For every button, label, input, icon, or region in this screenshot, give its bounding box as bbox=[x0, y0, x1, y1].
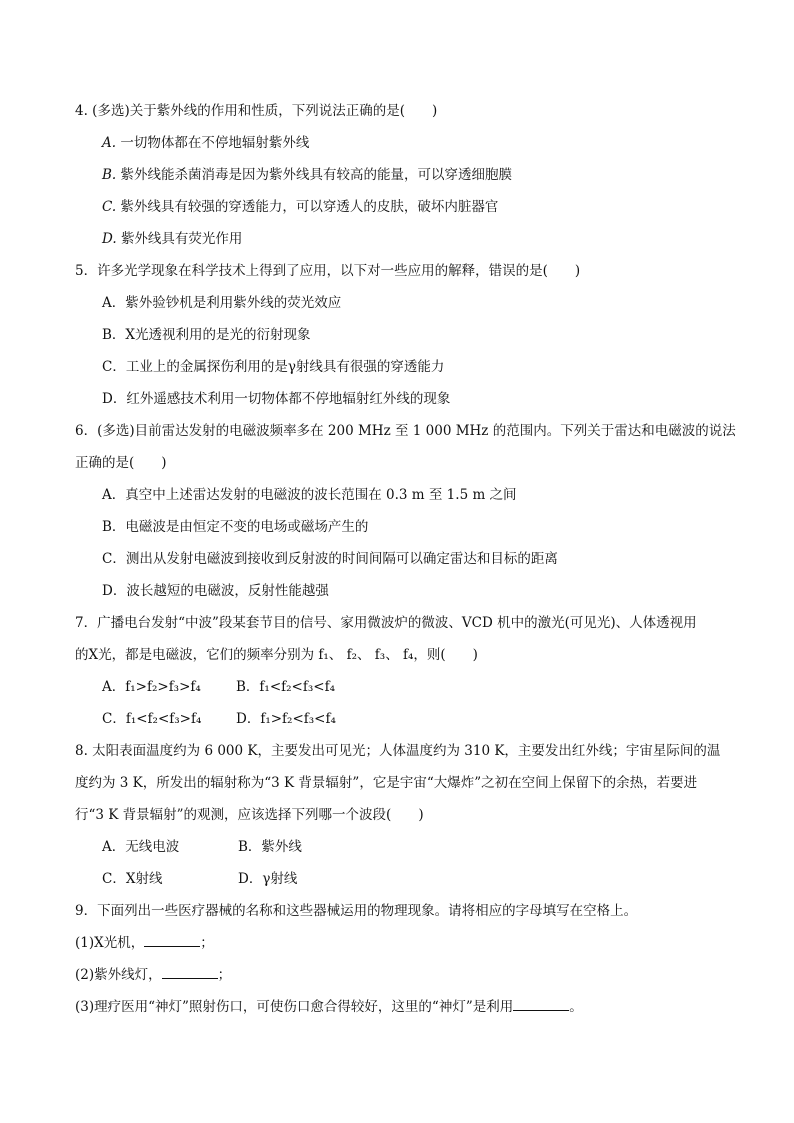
item-prefix: (3)理疗医用“神灯”照射伤口，可使伤口愈合得较好，这里的“神灯”是利用 bbox=[75, 999, 514, 1015]
answer-blank[interactable] bbox=[513, 998, 569, 1011]
question-8-stem-line-1: 8. 太阳表面温度约为 6 000 K，主要发出可见光；人体温度约为 310 K，主要发出红外线；宇宙星际间的温 bbox=[75, 743, 721, 759]
question-5-option-b: B．X光透视利用的是光的衍射现象 bbox=[102, 327, 311, 343]
question-4-stem: 4. (多选)关于紫外线的作用和性质，下列说法正确的是( ) bbox=[75, 103, 438, 119]
question-9-item-1 bbox=[75, 934, 214, 952]
question-7-stem-line-1: 7．广播电台发射“中波”段某套节目的信号、家用微波炉的微波、VCD 机中的激光(可见光)、人体透视用 bbox=[75, 615, 697, 631]
question-8-option-a: A．无线电波 bbox=[102, 839, 180, 855]
question-7-option-a: A．f₁>f₂>f₃>f₄ bbox=[102, 679, 201, 695]
question-4-option-b bbox=[102, 166, 512, 184]
item-suffix: ； bbox=[217, 967, 232, 983]
option-text: 紫外线具有荧光作用 bbox=[120, 231, 243, 247]
question-6-option-c: C．测出从发射电磁波到接收到反射波的时间间隔可以确定雷达和目标的距离 bbox=[102, 551, 558, 567]
question-7-stem-line-2: 的X光，都是电磁波，它们的频率分别为 f₁、 f₂、 f₃、 f₄，则( ) bbox=[75, 647, 478, 663]
option-label: B. bbox=[102, 167, 117, 183]
question-7-option-c: C．f₁<f₂<f₃>f₄ bbox=[102, 711, 202, 727]
item-suffix: 。 bbox=[569, 999, 583, 1015]
question-5-option-a: A．紫外验钞机是利用紫外线的荧光效应 bbox=[102, 295, 342, 311]
option-text: 紫外线能杀菌消毒是因为紫外线具有较高的能量，可以穿透细胞膜 bbox=[120, 167, 513, 183]
option-label: C. bbox=[102, 199, 117, 215]
answer-blank[interactable] bbox=[162, 966, 218, 979]
option-label: A. bbox=[102, 135, 117, 151]
question-8-stem-line-3: 行“3 K 背景辐射”的观测，应该选择下列哪一个波段( ) bbox=[75, 807, 424, 823]
item-prefix: (1)X光机， bbox=[75, 935, 145, 951]
question-8-option-b: B．紫外线 bbox=[238, 839, 302, 855]
question-9-stem: 9．下面列出一些医疗器械的名称和这些器械运用的物理现象。请将相应的字母填写在空格上。 bbox=[75, 903, 638, 919]
question-6-stem-line-2: 正确的是( ) bbox=[75, 455, 167, 471]
answer-blank[interactable] bbox=[144, 934, 200, 947]
item-prefix: (2)紫外线灯， bbox=[75, 967, 162, 983]
question-6-option-d: D．波长越短的电磁波，反射性能越强 bbox=[102, 583, 329, 599]
question-5-option-c: C．工业上的金属探伤利用的是γ射线具有很强的穿透能力 bbox=[102, 359, 445, 375]
option-text: 一切物体都在不停地辐射紫外线 bbox=[120, 135, 310, 151]
question-9-item-3 bbox=[75, 998, 583, 1016]
question-5-stem: 5．许多光学现象在科学技术上得到了应用，以下对一些应用的解释，错误的是( ) bbox=[75, 263, 581, 279]
question-7-option-d: D．f₁>f₂<f₃<f₄ bbox=[236, 711, 336, 727]
question-4-option-a bbox=[102, 134, 309, 152]
question-4-option-d bbox=[102, 230, 242, 248]
question-6-option-a: A．真空中上述雷达发射的电磁波的波长范围在 0.3 m 至 1.5 m 之间 bbox=[102, 487, 517, 503]
question-7-option-b: B．f₁<f₂<f₃<f₄ bbox=[236, 679, 335, 695]
option-label: D. bbox=[102, 231, 117, 247]
question-8-option-d: D．γ射线 bbox=[238, 871, 298, 887]
question-5-option-d: D．红外遥感技术利用一切物体都不停地辐射红外线的现象 bbox=[102, 391, 451, 407]
question-4-option-c bbox=[102, 198, 498, 216]
question-9-item-2 bbox=[75, 966, 231, 984]
question-6-stem-line-1: 6．(多选)目前雷达发射的电磁波频率多在 200 MHz 至 1 000 MHz 的范围内。下列关于雷达和电磁波的说法 bbox=[75, 423, 736, 439]
item-suffix: ； bbox=[200, 935, 214, 951]
question-8-stem-line-2: 度约为 3 K，所发出的辐射称为“3 K 背景辐射”，它是宇宙“大爆炸”之初在空间上保留下的余热，若要进 bbox=[75, 775, 698, 791]
option-text: 紫外线具有较强的穿透能力，可以穿透人的皮肤，破坏内脏器官 bbox=[120, 199, 499, 215]
question-6-option-b: B．电磁波是由恒定不变的电场或磁场产生的 bbox=[102, 519, 369, 535]
question-8-option-c: C．X射线 bbox=[102, 871, 163, 887]
